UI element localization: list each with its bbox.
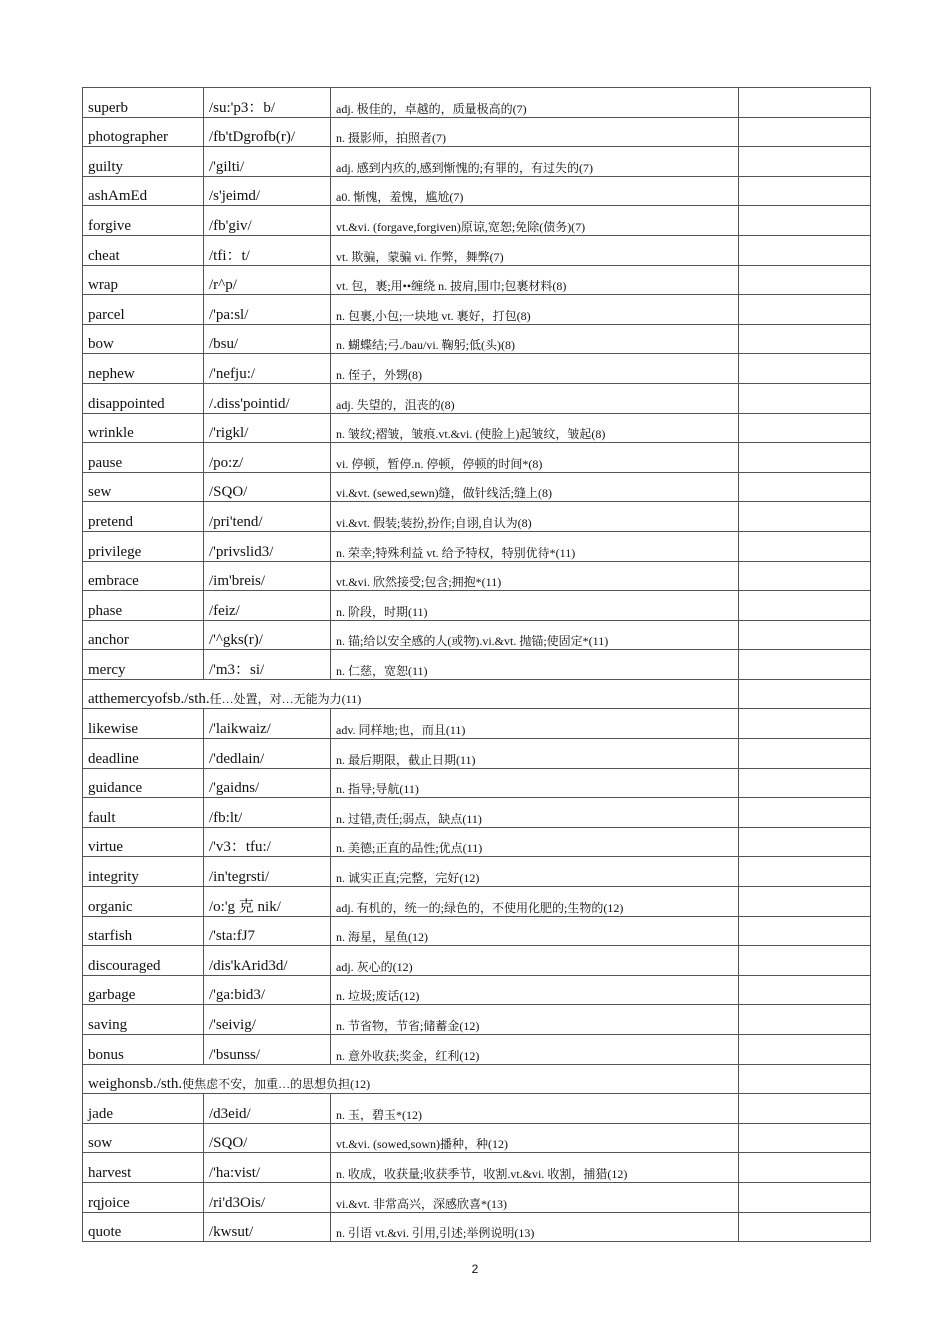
definition-cell: vi.&vt. 非常高兴，深感欣喜*(13) [331, 1182, 739, 1212]
table-row [83, 383, 871, 413]
phonetic-cell: /'^gks(r)/ [204, 620, 331, 650]
blank-cell [739, 1123, 871, 1153]
blank-cell [739, 354, 871, 384]
definition-cell: vi.&vt. 假装;装扮,扮作;自诩,自认为(8) [331, 502, 739, 532]
table-row [83, 857, 871, 887]
table-row [83, 295, 871, 325]
phonetic-cell: /r^p/ [204, 265, 331, 295]
table-row [83, 946, 871, 976]
phonetic-cell: /'dedlain/ [204, 739, 331, 769]
table-row [83, 709, 871, 739]
blank-cell [739, 887, 871, 917]
blank-cell [739, 1153, 871, 1183]
phonetic-cell: /'v3：tfu:/ [204, 827, 331, 857]
blank-cell [739, 1182, 871, 1212]
blank-cell [739, 295, 871, 325]
word-cell: bow [83, 324, 204, 354]
definition-cell: vt.&vi. (forgave,forgiven)原谅,宽恕;免除(债务)(7) [331, 206, 739, 236]
phonetic-cell: /su:'p3：b/ [204, 88, 331, 118]
blank-cell [739, 206, 871, 236]
table-row [83, 1123, 871, 1153]
table-row [83, 768, 871, 798]
blank-cell [739, 472, 871, 502]
definition-cell: n. 摄影师，拍照者(7) [331, 117, 739, 147]
table-row [83, 1153, 871, 1183]
word-cell: privilege [83, 531, 204, 561]
definition-cell: a0. 惭愧，羞愧，尴尬(7) [331, 176, 739, 206]
phrase-cell [83, 1064, 739, 1094]
word-cell: jade [83, 1094, 204, 1124]
definition-cell: adj. 有机的，统一的;绿色的，不使用化肥的;生物的(12) [331, 887, 739, 917]
word-cell: fault [83, 798, 204, 828]
definition-cell: n. 仁慈，宽恕(11) [331, 650, 739, 680]
table-row [83, 531, 871, 561]
table-row [83, 117, 871, 147]
definition-cell: n. 海星，星鱼(12) [331, 916, 739, 946]
blank-cell [739, 591, 871, 621]
blank-cell [739, 679, 871, 709]
word-cell: wrinkle [83, 413, 204, 443]
phonetic-cell: /fb'giv/ [204, 206, 331, 236]
table-row [83, 502, 871, 532]
word-cell: garbage [83, 975, 204, 1005]
table-row [83, 827, 871, 857]
definition-cell: n. 收成，收获量;收获季节，收割.vt.&vi. 收割，捕猎(12) [331, 1153, 739, 1183]
phonetic-cell: /SQO/ [204, 1123, 331, 1153]
phonetic-cell: /'privslid3/ [204, 531, 331, 561]
blank-cell [739, 739, 871, 769]
phrase-cell [83, 679, 739, 709]
blank-cell [739, 916, 871, 946]
table-row [83, 265, 871, 295]
definition-cell: n. 意外收获;奖金，红利(12) [331, 1035, 739, 1065]
definition-cell: n. 诚实正直;完整，完好(12) [331, 857, 739, 887]
word-cell: guidance [83, 768, 204, 798]
table-row [83, 1094, 871, 1124]
word-cell: parcel [83, 295, 204, 325]
blank-cell [739, 443, 871, 473]
phonetic-cell: /feiz/ [204, 591, 331, 621]
phonetic-cell: /'bsunss/ [204, 1035, 331, 1065]
word-cell: ashAmEd [83, 176, 204, 206]
phonetic-cell: /bsu/ [204, 324, 331, 354]
word-cell: quote [83, 1212, 204, 1242]
word-cell: mercy [83, 650, 204, 680]
word-cell: phase [83, 591, 204, 621]
table-row [83, 591, 871, 621]
table-row [83, 206, 871, 236]
word-cell: pause [83, 443, 204, 473]
phonetic-cell: /tfi：t/ [204, 235, 331, 265]
phonetic-cell: /ri'd3Ois/ [204, 1182, 331, 1212]
phonetic-cell: /pri'tend/ [204, 502, 331, 532]
blank-cell [739, 1005, 871, 1035]
table-row [83, 798, 871, 828]
phonetic-cell: /po:z/ [204, 443, 331, 473]
table-row [83, 413, 871, 443]
word-cell: photographer [83, 117, 204, 147]
definition-cell: adj. 极佳的，卓越的，质量极高的(7) [331, 88, 739, 118]
blank-cell [739, 709, 871, 739]
phonetic-cell: /im'breis/ [204, 561, 331, 591]
blank-cell [739, 265, 871, 295]
table-row [83, 443, 871, 473]
blank-cell [739, 768, 871, 798]
definition-cell: adj. 灰心的(12) [331, 946, 739, 976]
phonetic-cell: /'laikwaiz/ [204, 709, 331, 739]
word-cell: rqjoice [83, 1182, 204, 1212]
word-cell: starfish [83, 916, 204, 946]
table-row [83, 975, 871, 1005]
table-row [83, 1212, 871, 1242]
blank-cell [739, 1212, 871, 1242]
word-cell: nephew [83, 354, 204, 384]
table-row [83, 620, 871, 650]
phonetic-cell: /'rigkl/ [204, 413, 331, 443]
table-row [83, 147, 871, 177]
phonetic-cell: /in'tegrsti/ [204, 857, 331, 887]
table-row [83, 472, 871, 502]
phonetic-cell: /d3eid/ [204, 1094, 331, 1124]
blank-cell [739, 117, 871, 147]
blank-cell [739, 531, 871, 561]
definition-cell: n. 侄子，外甥(8) [331, 354, 739, 384]
definition-cell: vt.&vi. (sowed,sown)播种，种(12) [331, 1123, 739, 1153]
definition-cell: n. 荣幸;特殊利益 vt. 给予特权，特别优待*(11) [331, 531, 739, 561]
blank-cell [739, 561, 871, 591]
blank-cell [739, 383, 871, 413]
word-cell: organic [83, 887, 204, 917]
vocabulary-table-body [83, 88, 871, 1242]
vocabulary-table [82, 87, 871, 1242]
phonetic-cell: /'gilti/ [204, 147, 331, 177]
word-cell: discouraged [83, 946, 204, 976]
word-cell: deadline [83, 739, 204, 769]
word-cell: saving [83, 1005, 204, 1035]
phonetic-cell: /o:'g 克 nik/ [204, 887, 331, 917]
phonetic-cell: /'seivig/ [204, 1005, 331, 1035]
definition-cell: vt. 欺骗，蒙骗 vi. 作弊，舞弊(7) [331, 235, 739, 265]
phonetic-cell: /'sta:fJ7 [204, 916, 331, 946]
table-row [83, 1005, 871, 1035]
blank-cell [739, 975, 871, 1005]
phrase-definition: 任…处置，对…无能为力(11) [209, 692, 362, 707]
phonetic-cell: /'gaidns/ [204, 768, 331, 798]
table-row [83, 324, 871, 354]
definition-cell: n. 锚;给以安全感的人(或物).vi.&vt. 抛锚;使固定*(11) [331, 620, 739, 650]
phrase-definition: 使焦虑不安，加重…的思想负担(12) [182, 1077, 371, 1092]
word-cell: pretend [83, 502, 204, 532]
word-cell: integrity [83, 857, 204, 887]
blank-cell [739, 502, 871, 532]
phonetic-cell: /s'jeimd/ [204, 176, 331, 206]
definition-cell: n. 蝴蝶结;弓./bau/vi. 鞠躬;低(头)(8) [331, 324, 739, 354]
phonetic-cell: /SQO/ [204, 472, 331, 502]
definition-cell: n. 垃圾;废话(12) [331, 975, 739, 1005]
table-row [83, 354, 871, 384]
phonetic-cell: /kwsut/ [204, 1212, 331, 1242]
definition-cell: n. 最后期限，截止日期(11) [331, 739, 739, 769]
table-row [83, 1182, 871, 1212]
word-cell: sow [83, 1123, 204, 1153]
blank-cell [739, 1094, 871, 1124]
word-cell: sew [83, 472, 204, 502]
phrase-row [83, 679, 871, 709]
table-row [83, 650, 871, 680]
definition-cell: n. 美德;正直的品性;优点(11) [331, 827, 739, 857]
word-cell: forgive [83, 206, 204, 236]
page-number: 2 [471, 1262, 479, 1276]
table-row [83, 887, 871, 917]
table-row [83, 739, 871, 769]
definition-cell: vi.&vt. (sewed,sewn)缝，做针线活;缝上(8) [331, 472, 739, 502]
blank-cell [739, 1035, 871, 1065]
blank-cell [739, 324, 871, 354]
phonetic-cell: /dis'kArid3d/ [204, 946, 331, 976]
word-cell: virtue [83, 827, 204, 857]
blank-cell [739, 857, 871, 887]
word-cell: embrace [83, 561, 204, 591]
blank-cell [739, 235, 871, 265]
definition-cell: n. 包裹,小包;一块地 vt. 裹好，打包(8) [331, 295, 739, 325]
phonetic-cell: /fb:lt/ [204, 798, 331, 828]
word-cell: cheat [83, 235, 204, 265]
definition-cell: n. 引语 vt.&vi. 引用,引述;举例说明(13) [331, 1212, 739, 1242]
phonetic-cell: /'m3：si/ [204, 650, 331, 680]
phrase-text: atthemercyofsb./sth. [88, 691, 210, 708]
definition-cell: n. 节省物，节省;储蓄金(12) [331, 1005, 739, 1035]
word-cell: disappointed [83, 383, 204, 413]
phonetic-cell: /'ga:bid3/ [204, 975, 331, 1005]
phonetic-cell: /'nefju:/ [204, 354, 331, 384]
blank-cell [739, 798, 871, 828]
blank-cell [739, 650, 871, 680]
table-row [83, 88, 871, 118]
phrase-text: weighonsb./sth. [88, 1076, 183, 1093]
definition-cell: adv. 同样地;也，而且(11) [331, 709, 739, 739]
word-cell: superb [83, 88, 204, 118]
table-row [83, 916, 871, 946]
word-cell: guilty [83, 147, 204, 177]
blank-cell [739, 147, 871, 177]
word-cell: bonus [83, 1035, 204, 1065]
definition-cell: n. 皱纹;褶皱，皱痕.vt.&vi. (使脸上)起皱纹，皱起(8) [331, 413, 739, 443]
table-row [83, 1035, 871, 1065]
definition-cell: n. 玉，碧玉*(12) [331, 1094, 739, 1124]
definition-cell: n. 过错,责任;弱点，缺点(11) [331, 798, 739, 828]
definition-cell: vi. 停顿，暂停.n. 停顿，停顿的时间*(8) [331, 443, 739, 473]
definition-cell: vt.&vi. 欣然接受;包含;拥抱*(11) [331, 561, 739, 591]
blank-cell [739, 946, 871, 976]
phonetic-cell: /.diss'pointid/ [204, 383, 331, 413]
definition-cell: adj. 失望的，沮丧的(8) [331, 383, 739, 413]
definition-cell: n. 阶段，时期(11) [331, 591, 739, 621]
definition-cell: adj. 感到内疚的,感到惭愧的;有罪的，有过失的(7) [331, 147, 739, 177]
phonetic-cell: /'pa:sl/ [204, 295, 331, 325]
blank-cell [739, 827, 871, 857]
blank-cell [739, 413, 871, 443]
phonetic-cell: /fb'tDgrofb(r)/ [204, 117, 331, 147]
word-cell: harvest [83, 1153, 204, 1183]
blank-cell [739, 620, 871, 650]
definition-cell: n. 指导;导航(11) [331, 768, 739, 798]
blank-cell [739, 176, 871, 206]
blank-cell [739, 88, 871, 118]
table-row [83, 176, 871, 206]
word-cell: likewise [83, 709, 204, 739]
table-row [83, 561, 871, 591]
word-cell: anchor [83, 620, 204, 650]
table-row [83, 235, 871, 265]
blank-cell [739, 1064, 871, 1094]
phonetic-cell: /'ha:vist/ [204, 1153, 331, 1183]
word-cell: wrap [83, 265, 204, 295]
definition-cell: vt. 包，裹;用••缠绕 n. 披肩,围巾;包裹材料(8) [331, 265, 739, 295]
phrase-row [83, 1064, 871, 1094]
